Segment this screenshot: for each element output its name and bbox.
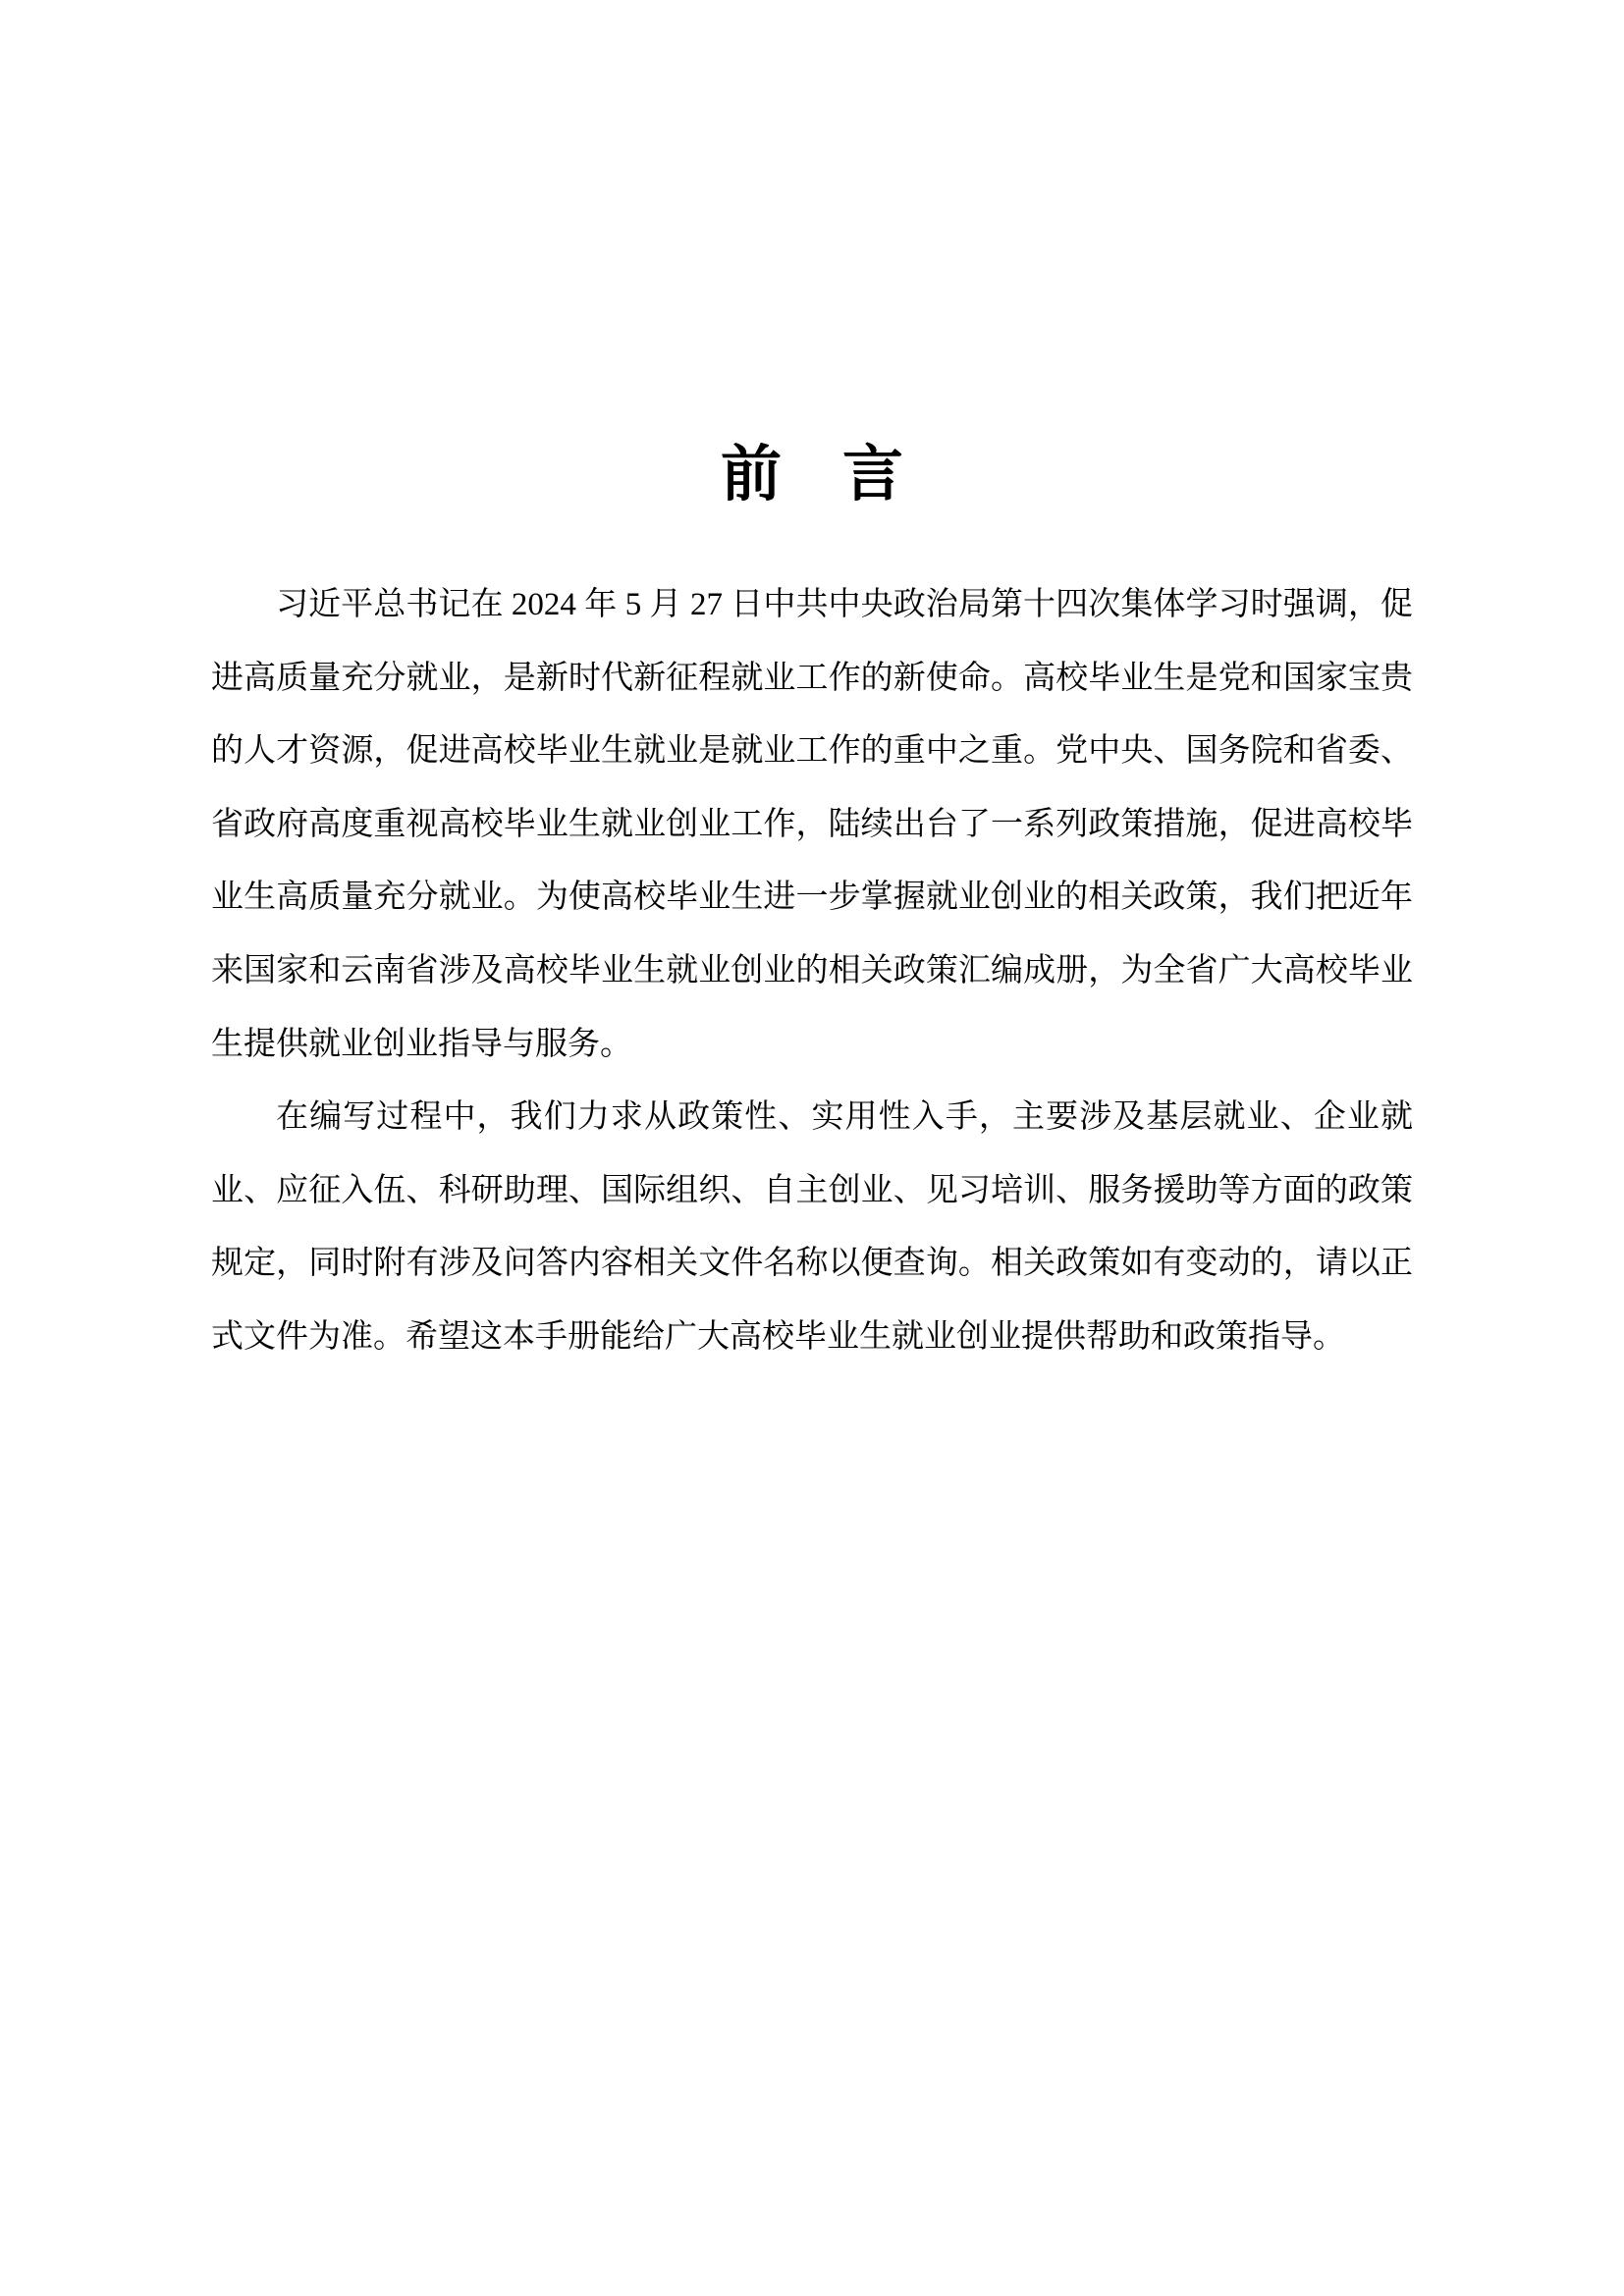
page-title: 前 言 bbox=[720, 441, 903, 508]
preface-body bbox=[211, 568, 1413, 1374]
preface-paragraph-2: 在编写过程中，我们力求从政策性、实用性入手，主要涉及基层就业、企业就业、应征入伍、科研助理、国际组织、自主创业、见习培训、服务援助等方面的政策规定，同时附有涉及问答内容相关文件名称以便查询。相关政策如有变动的，请以正式文件为准。希望这本手册能给广大高校毕业生就业创业提供帮助和政策指导。 bbox=[211, 1099, 1413, 1355]
preface-paragraph-1: 习近平总书记在 2024 年 5 月 27 日中共中央政治局第十四次集体学习时强调，促进高质量充分就业，是新时代新征程就业工作的新使命。高校毕业生是党和国家宝贵的人才资源，促进高校毕业生就业是就业工作的重中之重。党中央、国务院和省委、省政府高度重视高校毕业生就业创业工作，陆续出台了一系列政策措施，促进高校毕业生高质量充分就业。为使高校毕业生进一步掌握就业创业的相关政策，我们把近年来国家和云南省涉及高校毕业生就业创业的相关政策汇编成册，为全省广大高校毕业生提供就业创业指导与服务。 bbox=[211, 587, 1413, 1062]
